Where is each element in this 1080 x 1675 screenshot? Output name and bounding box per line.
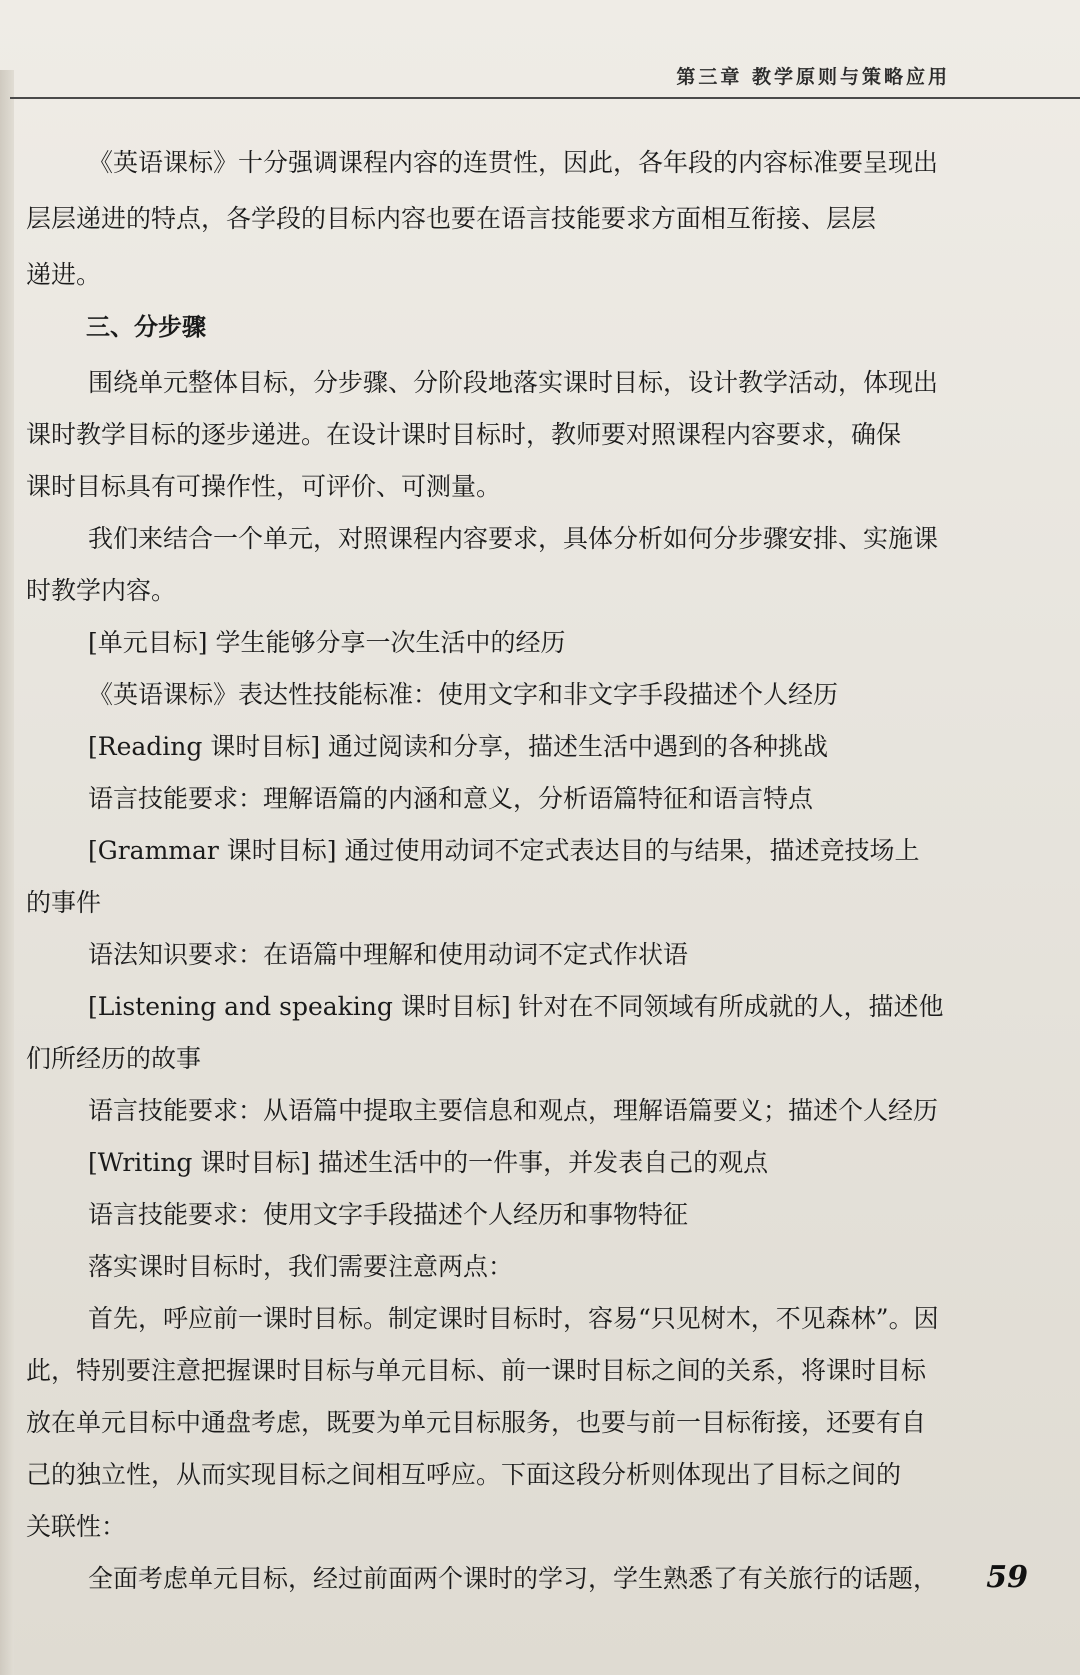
page-number: 59 bbox=[986, 1560, 1028, 1595]
text-line: 语法知识要求：在语篇中理解和使用动词不定式作状语 bbox=[88, 940, 689, 969]
text-line: 首先，呼应前一课时目标。制定课时目标时，容易“只见树木，不见森林”。因 bbox=[88, 1304, 939, 1333]
text-line: 围绕单元整体目标，分步骤、分阶段地落实课时目标，设计教学活动，体现出 bbox=[88, 368, 939, 397]
text-line: 此，特别要注意把握课时目标与单元目标、前一课时目标之间的关系，将课时目标 bbox=[26, 1356, 927, 1385]
text-line: 时教学内容。 bbox=[26, 576, 177, 605]
running-header: 第三章 教学原则与策略应用 bbox=[676, 66, 950, 88]
text-line: 落实课时目标时，我们需要注意两点： bbox=[88, 1252, 514, 1281]
text-line: [Listening and speaking 课时目标] 针对在不同领域有所成就的人，描述他 bbox=[88, 992, 944, 1021]
text-line: [Grammar 课时目标] 通过使用动词不定式表达目的与结果，描述竞技场上 bbox=[88, 836, 920, 865]
text-line: 递进。 bbox=[26, 260, 102, 289]
text-line: 们所经历的故事 bbox=[26, 1044, 202, 1073]
text-line: 语言技能要求：使用文字手段描述个人经历和事物特征 bbox=[88, 1200, 689, 1229]
text-line: 语言技能要求：从语篇中提取主要信息和观点，理解语篇要义；描述个人经历 bbox=[88, 1096, 939, 1125]
page-gutter bbox=[0, 70, 14, 1675]
text-line: 语言技能要求：理解语篇的内涵和意义，分析语篇特征和语言特点 bbox=[88, 784, 814, 813]
text-line: [Writing 课时目标] 描述生活中的一件事，并发表自己的观点 bbox=[88, 1148, 769, 1177]
text-line: 放在单元目标中通盘考虑，既要为单元目标服务，也要与前一目标衔接，还要有自 bbox=[26, 1408, 927, 1437]
text-line: 课时目标具有可操作性，可评价、可测量。 bbox=[26, 472, 502, 501]
text-line: 全面考虑单元目标，经过前面两个课时的学习，学生熟悉了有关旅行的话题， bbox=[88, 1564, 939, 1593]
text-line: 《英语课标》十分强调课程内容的连贯性，因此，各年段的内容标准要呈现出 bbox=[88, 148, 939, 177]
text-line: 我们来结合一个单元，对照课程内容要求，具体分析如何分步骤安排、实施课 bbox=[88, 524, 939, 553]
body-text bbox=[26, 146, 1036, 1596]
header-rule bbox=[10, 97, 1080, 99]
text-line: 关联性： bbox=[26, 1512, 127, 1541]
text-line: 的事件 bbox=[26, 888, 102, 917]
text-line: 《英语课标》表达性技能标准：使用文字和非文字手段描述个人经历 bbox=[88, 680, 839, 709]
text-line: 课时教学目标的逐步递进。在设计课时目标时，教师要对照课程内容要求，确保 bbox=[26, 420, 902, 449]
text-line: 己的独立性，从而实现目标之间相互呼应。下面这段分析则体现出了目标之间的 bbox=[26, 1460, 902, 1489]
section-heading: 三、分步骤 bbox=[86, 313, 206, 341]
text-line: [Reading 课时目标] 通过阅读和分享，描述生活中遇到的各种挑战 bbox=[88, 732, 829, 761]
text-line: [单元目标] 学生能够分享一次生活中的经历 bbox=[88, 628, 566, 657]
text-line: 层层递进的特点，各学段的目标内容也要在语言技能要求方面相互衔接、层层 bbox=[26, 204, 877, 233]
